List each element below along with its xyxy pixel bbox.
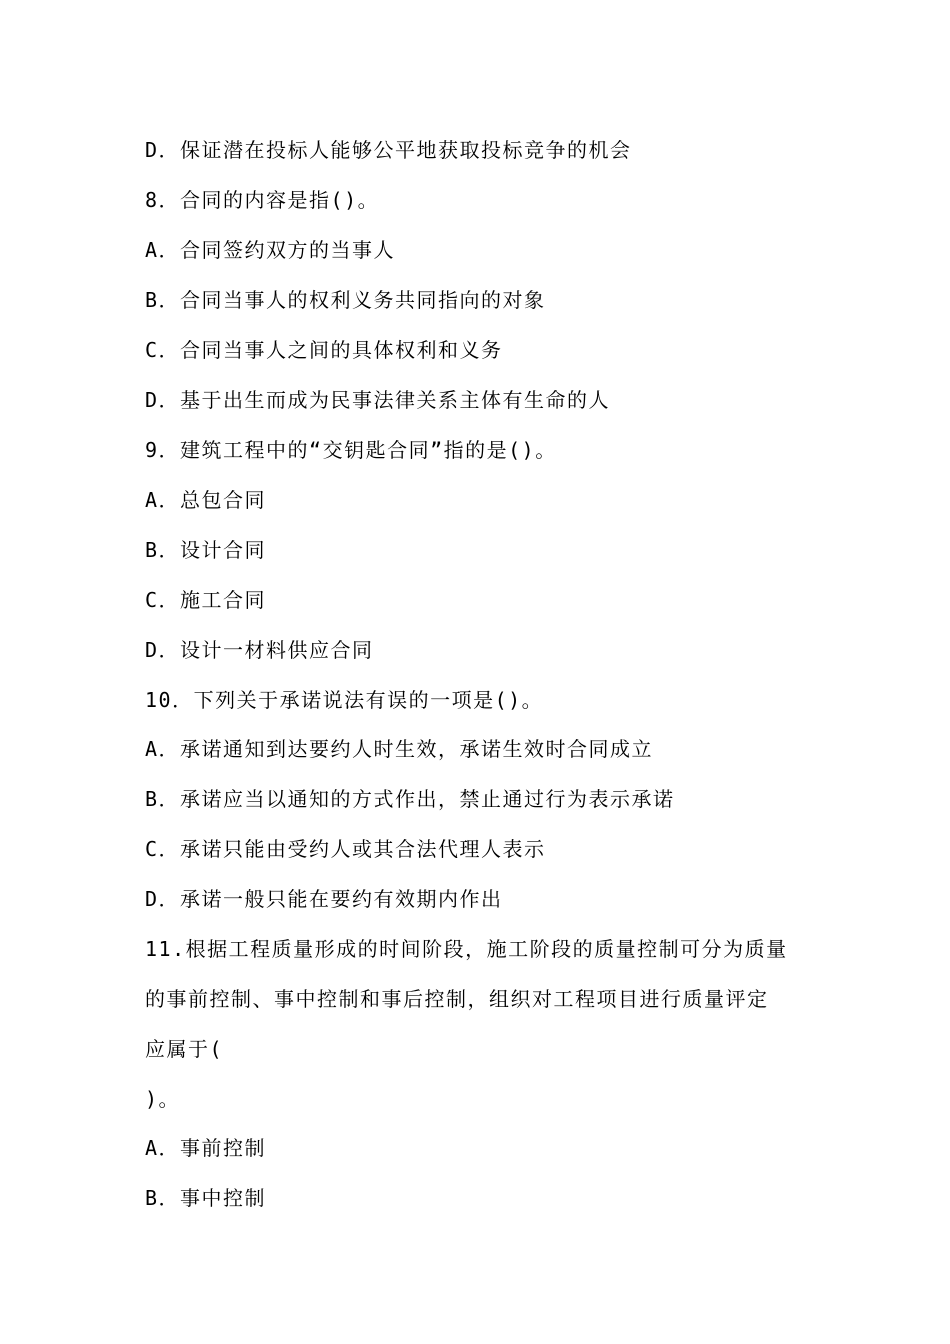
question-11-line-4: )。 [145,1087,181,1111]
option-8-d: D．基于出生而成为民事法律关系主体有生命的人 [145,388,611,412]
option-10-d: D．承诺一般只能在要约有效期内作出 [145,887,503,911]
option-9-b: B．设计合同 [145,538,267,562]
option-11-b: B．事中控制 [145,1186,267,1210]
option-8-b: B．合同当事人的权利义务共同指向的对象 [145,288,546,312]
question-11-line-3: 应属于( [145,1037,224,1061]
question-11-line-1: 11.根据工程质量形成的时间阶段，施工阶段的质量控制可分为质量 [145,937,788,961]
question-8: 8．合同的内容是指()。 [145,188,380,212]
option-10-c: C．承诺只能由受约人或其合法代理人表示 [145,837,546,861]
option-10-b: B．承诺应当以通知的方式作出，禁止通过行为表示承诺 [145,787,675,811]
option-8-a: A．合同签约双方的当事人 [145,238,396,262]
option-7-d: D．保证潜在投标人能够公平地获取投标竞争的机会 [145,138,632,162]
option-9-c: C．施工合同 [145,588,267,612]
option-11-a: A．事前控制 [145,1136,267,1160]
option-8-c: C．合同当事人之间的具体权利和义务 [145,338,503,362]
question-10: 10．下列关于承诺说法有误的一项是()。 [145,688,544,712]
question-9: 9．建筑工程中的“交钥匙合同”指的是()。 [145,438,557,462]
option-9-d: D．设计一材料供应合同 [145,638,374,662]
question-11-line-2: 的事前控制、事中控制和事后控制，组织对工程项目进行质量评定 [145,987,769,1011]
option-9-a: A．总包合同 [145,488,267,512]
option-10-a: A．承诺通知到达要约人时生效，承诺生效时合同成立 [145,737,654,761]
